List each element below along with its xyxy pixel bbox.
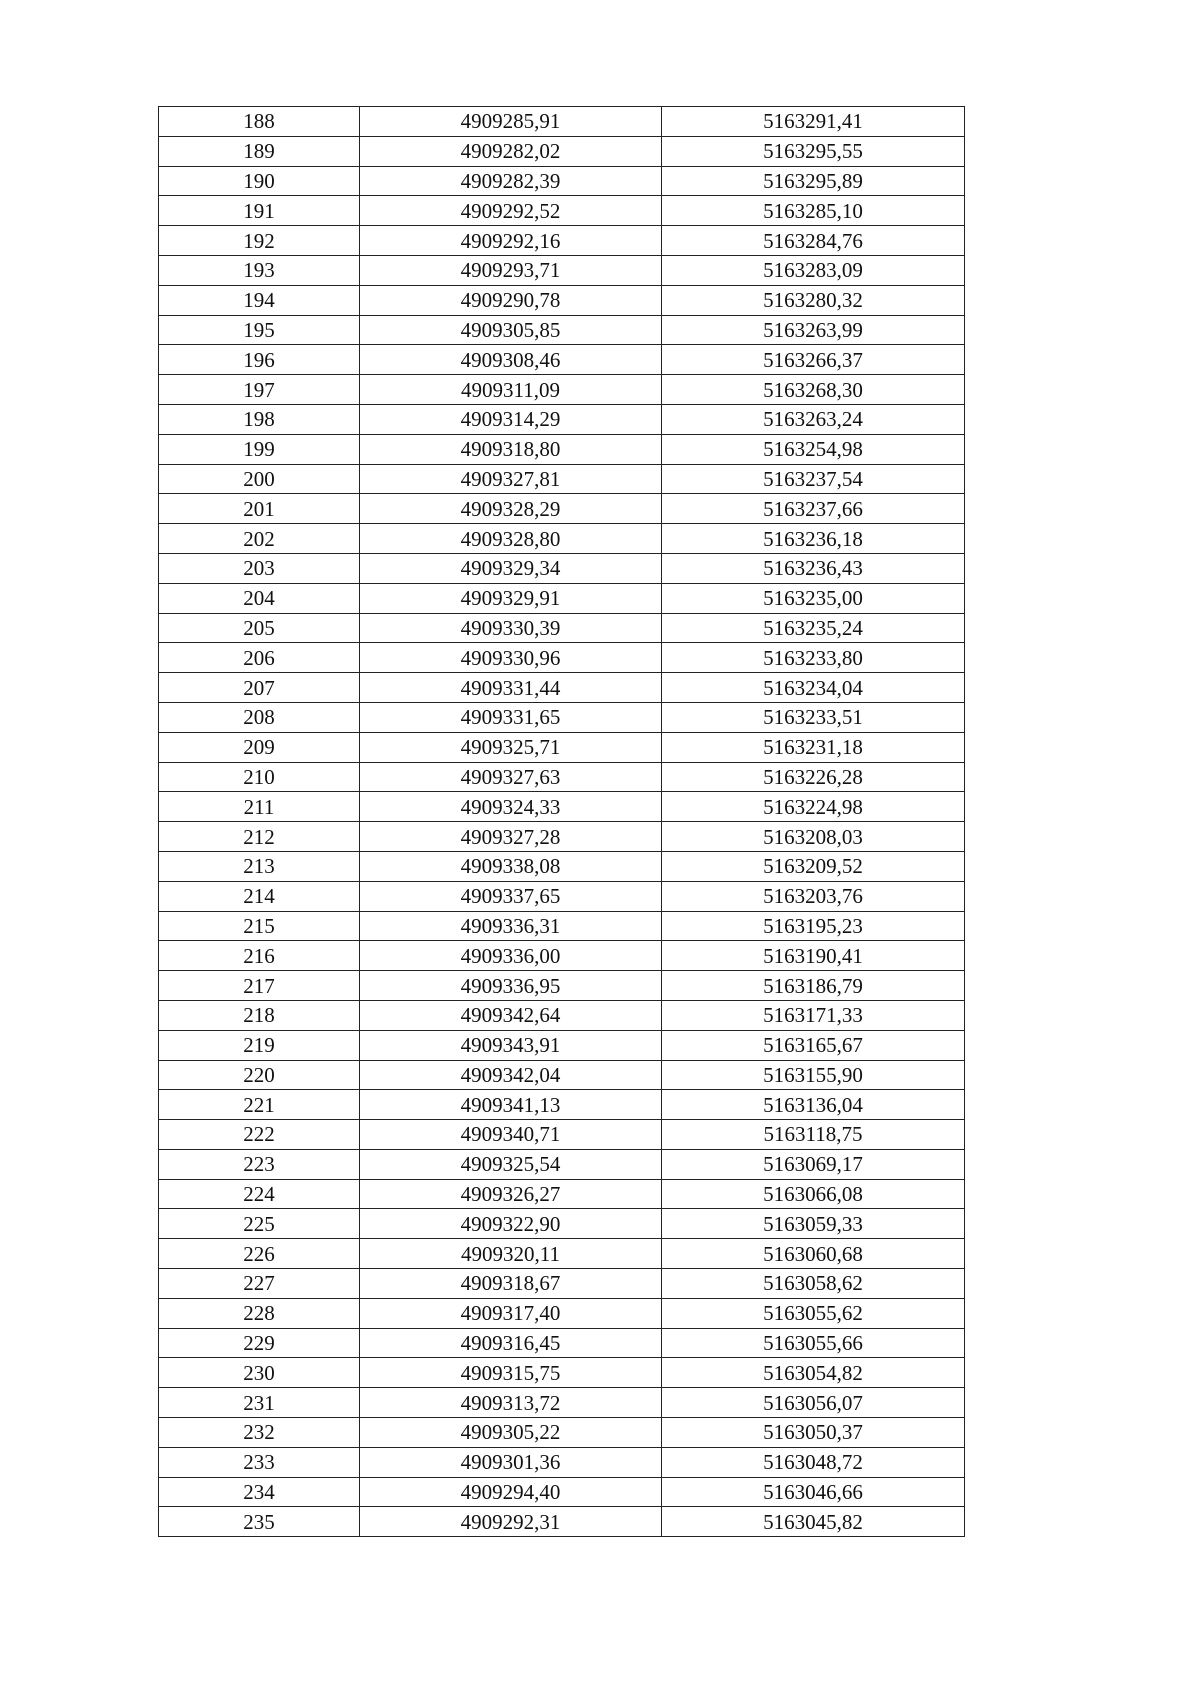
point-number-cell: 230 xyxy=(159,1358,360,1388)
x-coordinate-cell: 4909320,11 xyxy=(360,1239,662,1269)
x-coordinate-cell: 4909331,44 xyxy=(360,673,662,703)
x-coordinate-cell: 4909336,00 xyxy=(360,941,662,971)
x-coordinate-cell: 4909325,54 xyxy=(360,1149,662,1179)
x-coordinate-cell: 4909336,31 xyxy=(360,911,662,941)
point-number-cell: 197 xyxy=(159,375,360,405)
x-coordinate-cell: 4909329,91 xyxy=(360,583,662,613)
y-coordinate-cell: 5163234,04 xyxy=(662,673,965,703)
y-coordinate-cell: 5163118,75 xyxy=(662,1120,965,1150)
x-coordinate-cell: 4909340,71 xyxy=(360,1120,662,1150)
y-coordinate-cell: 5163280,32 xyxy=(662,285,965,315)
x-coordinate-cell: 4909305,22 xyxy=(360,1418,662,1448)
table-row xyxy=(159,792,965,822)
x-coordinate-cell: 4909342,64 xyxy=(360,1000,662,1030)
x-coordinate-cell: 4909316,45 xyxy=(360,1328,662,1358)
x-coordinate-cell: 4909282,39 xyxy=(360,166,662,196)
point-number-cell: 208 xyxy=(159,702,360,732)
table-row xyxy=(159,404,965,434)
table-row xyxy=(159,315,965,345)
point-number-cell: 196 xyxy=(159,345,360,375)
coordinates-table-body xyxy=(159,107,965,1537)
y-coordinate-cell: 5163058,62 xyxy=(662,1269,965,1299)
x-coordinate-cell: 4909328,29 xyxy=(360,494,662,524)
point-number-cell: 213 xyxy=(159,851,360,881)
y-coordinate-cell: 5163203,76 xyxy=(662,881,965,911)
point-number-cell: 194 xyxy=(159,285,360,315)
x-coordinate-cell: 4909318,67 xyxy=(360,1269,662,1299)
y-coordinate-cell: 5163237,54 xyxy=(662,464,965,494)
y-coordinate-cell: 5163209,52 xyxy=(662,851,965,881)
y-coordinate-cell: 5163186,79 xyxy=(662,971,965,1001)
table-row xyxy=(159,196,965,226)
point-number-cell: 191 xyxy=(159,196,360,226)
table-row xyxy=(159,822,965,852)
table-row xyxy=(159,107,965,137)
table-row xyxy=(159,1209,965,1239)
table-row xyxy=(159,673,965,703)
y-coordinate-cell: 5163190,41 xyxy=(662,941,965,971)
table-row xyxy=(159,1120,965,1150)
table-row xyxy=(159,1179,965,1209)
table-row xyxy=(159,1149,965,1179)
x-coordinate-cell: 4909282,02 xyxy=(360,136,662,166)
table-row xyxy=(159,1030,965,1060)
point-number-cell: 225 xyxy=(159,1209,360,1239)
y-coordinate-cell: 5163235,00 xyxy=(662,583,965,613)
table-row xyxy=(159,851,965,881)
point-number-cell: 204 xyxy=(159,583,360,613)
coordinates-table xyxy=(158,106,965,1537)
point-number-cell: 205 xyxy=(159,613,360,643)
point-number-cell: 188 xyxy=(159,107,360,137)
table-row xyxy=(159,702,965,732)
x-coordinate-cell: 4909311,09 xyxy=(360,375,662,405)
point-number-cell: 224 xyxy=(159,1179,360,1209)
table-row xyxy=(159,1477,965,1507)
x-coordinate-cell: 4909290,78 xyxy=(360,285,662,315)
table-row xyxy=(159,1000,965,1030)
point-number-cell: 192 xyxy=(159,226,360,256)
point-number-cell: 234 xyxy=(159,1477,360,1507)
x-coordinate-cell: 4909342,04 xyxy=(360,1060,662,1090)
x-coordinate-cell: 4909292,31 xyxy=(360,1507,662,1537)
point-number-cell: 201 xyxy=(159,494,360,524)
x-coordinate-cell: 4909337,65 xyxy=(360,881,662,911)
x-coordinate-cell: 4909322,90 xyxy=(360,1209,662,1239)
x-coordinate-cell: 4909318,80 xyxy=(360,434,662,464)
y-coordinate-cell: 5163268,30 xyxy=(662,375,965,405)
y-coordinate-cell: 5163050,37 xyxy=(662,1418,965,1448)
x-coordinate-cell: 4909326,27 xyxy=(360,1179,662,1209)
x-coordinate-cell: 4909330,39 xyxy=(360,613,662,643)
table-row xyxy=(159,1447,965,1477)
table-row xyxy=(159,1269,965,1299)
y-coordinate-cell: 5163284,76 xyxy=(662,226,965,256)
y-coordinate-cell: 5163291,41 xyxy=(662,107,965,137)
table-row xyxy=(159,464,965,494)
point-number-cell: 210 xyxy=(159,762,360,792)
point-number-cell: 215 xyxy=(159,911,360,941)
y-coordinate-cell: 5163059,33 xyxy=(662,1209,965,1239)
y-coordinate-cell: 5163045,82 xyxy=(662,1507,965,1537)
x-coordinate-cell: 4909327,63 xyxy=(360,762,662,792)
x-coordinate-cell: 4909285,91 xyxy=(360,107,662,137)
point-number-cell: 206 xyxy=(159,643,360,673)
table-row xyxy=(159,643,965,673)
x-coordinate-cell: 4909327,81 xyxy=(360,464,662,494)
y-coordinate-cell: 5163231,18 xyxy=(662,732,965,762)
y-coordinate-cell: 5163254,98 xyxy=(662,434,965,464)
x-coordinate-cell: 4909294,40 xyxy=(360,1477,662,1507)
table-row xyxy=(159,1328,965,1358)
table-row xyxy=(159,1060,965,1090)
point-number-cell: 229 xyxy=(159,1328,360,1358)
table-row xyxy=(159,166,965,196)
point-number-cell: 223 xyxy=(159,1149,360,1179)
table-row xyxy=(159,1090,965,1120)
x-coordinate-cell: 4909293,71 xyxy=(360,255,662,285)
point-number-cell: 221 xyxy=(159,1090,360,1120)
table-row xyxy=(159,911,965,941)
y-coordinate-cell: 5163136,04 xyxy=(662,1090,965,1120)
table-row xyxy=(159,1388,965,1418)
y-coordinate-cell: 5163055,66 xyxy=(662,1328,965,1358)
y-coordinate-cell: 5163263,99 xyxy=(662,315,965,345)
y-coordinate-cell: 5163171,33 xyxy=(662,1000,965,1030)
table-row xyxy=(159,1507,965,1537)
point-number-cell: 212 xyxy=(159,822,360,852)
y-coordinate-cell: 5163226,28 xyxy=(662,762,965,792)
y-coordinate-cell: 5163055,62 xyxy=(662,1298,965,1328)
y-coordinate-cell: 5163046,66 xyxy=(662,1477,965,1507)
point-number-cell: 200 xyxy=(159,464,360,494)
table-row xyxy=(159,732,965,762)
table-row xyxy=(159,524,965,554)
y-coordinate-cell: 5163233,51 xyxy=(662,702,965,732)
y-coordinate-cell: 5163237,66 xyxy=(662,494,965,524)
table-row xyxy=(159,1358,965,1388)
y-coordinate-cell: 5163285,10 xyxy=(662,196,965,226)
table-row xyxy=(159,285,965,315)
y-coordinate-cell: 5163195,23 xyxy=(662,911,965,941)
table-row xyxy=(159,226,965,256)
table-row xyxy=(159,583,965,613)
point-number-cell: 226 xyxy=(159,1239,360,1269)
y-coordinate-cell: 5163266,37 xyxy=(662,345,965,375)
point-number-cell: 219 xyxy=(159,1030,360,1060)
x-coordinate-cell: 4909324,33 xyxy=(360,792,662,822)
y-coordinate-cell: 5163155,90 xyxy=(662,1060,965,1090)
y-coordinate-cell: 5163048,72 xyxy=(662,1447,965,1477)
y-coordinate-cell: 5163295,89 xyxy=(662,166,965,196)
table-row xyxy=(159,881,965,911)
table-row xyxy=(159,434,965,464)
table-row xyxy=(159,1239,965,1269)
point-number-cell: 231 xyxy=(159,1388,360,1418)
x-coordinate-cell: 4909317,40 xyxy=(360,1298,662,1328)
table-row xyxy=(159,494,965,524)
table-row xyxy=(159,136,965,166)
x-coordinate-cell: 4909327,28 xyxy=(360,822,662,852)
point-number-cell: 214 xyxy=(159,881,360,911)
x-coordinate-cell: 4909292,52 xyxy=(360,196,662,226)
point-number-cell: 209 xyxy=(159,732,360,762)
point-number-cell: 232 xyxy=(159,1418,360,1448)
y-coordinate-cell: 5163069,17 xyxy=(662,1149,965,1179)
x-coordinate-cell: 4909325,71 xyxy=(360,732,662,762)
point-number-cell: 217 xyxy=(159,971,360,1001)
point-number-cell: 216 xyxy=(159,941,360,971)
y-coordinate-cell: 5163224,98 xyxy=(662,792,965,822)
x-coordinate-cell: 4909301,36 xyxy=(360,1447,662,1477)
table-row xyxy=(159,941,965,971)
x-coordinate-cell: 4909343,91 xyxy=(360,1030,662,1060)
point-number-cell: 233 xyxy=(159,1447,360,1477)
table-row xyxy=(159,1418,965,1448)
y-coordinate-cell: 5163263,24 xyxy=(662,404,965,434)
y-coordinate-cell: 5163236,18 xyxy=(662,524,965,554)
x-coordinate-cell: 4909341,13 xyxy=(360,1090,662,1120)
point-number-cell: 193 xyxy=(159,255,360,285)
point-number-cell: 199 xyxy=(159,434,360,464)
table-row xyxy=(159,255,965,285)
x-coordinate-cell: 4909331,65 xyxy=(360,702,662,732)
x-coordinate-cell: 4909336,95 xyxy=(360,971,662,1001)
table-row xyxy=(159,345,965,375)
y-coordinate-cell: 5163054,82 xyxy=(662,1358,965,1388)
table-row xyxy=(159,971,965,1001)
point-number-cell: 202 xyxy=(159,524,360,554)
y-coordinate-cell: 5163295,55 xyxy=(662,136,965,166)
point-number-cell: 218 xyxy=(159,1000,360,1030)
table-row xyxy=(159,553,965,583)
x-coordinate-cell: 4909305,85 xyxy=(360,315,662,345)
point-number-cell: 189 xyxy=(159,136,360,166)
table-row xyxy=(159,1298,965,1328)
point-number-cell: 228 xyxy=(159,1298,360,1328)
y-coordinate-cell: 5163208,03 xyxy=(662,822,965,852)
x-coordinate-cell: 4909328,80 xyxy=(360,524,662,554)
point-number-cell: 195 xyxy=(159,315,360,345)
table-row xyxy=(159,613,965,643)
x-coordinate-cell: 4909292,16 xyxy=(360,226,662,256)
x-coordinate-cell: 4909315,75 xyxy=(360,1358,662,1388)
point-number-cell: 222 xyxy=(159,1120,360,1150)
x-coordinate-cell: 4909308,46 xyxy=(360,345,662,375)
x-coordinate-cell: 4909338,08 xyxy=(360,851,662,881)
y-coordinate-cell: 5163066,08 xyxy=(662,1179,965,1209)
point-number-cell: 190 xyxy=(159,166,360,196)
point-number-cell: 220 xyxy=(159,1060,360,1090)
y-coordinate-cell: 5163056,07 xyxy=(662,1388,965,1418)
table-row xyxy=(159,762,965,792)
point-number-cell: 198 xyxy=(159,404,360,434)
y-coordinate-cell: 5163236,43 xyxy=(662,553,965,583)
table-row xyxy=(159,375,965,405)
y-coordinate-cell: 5163165,67 xyxy=(662,1030,965,1060)
point-number-cell: 227 xyxy=(159,1269,360,1299)
point-number-cell: 207 xyxy=(159,673,360,703)
y-coordinate-cell: 5163235,24 xyxy=(662,613,965,643)
x-coordinate-cell: 4909313,72 xyxy=(360,1388,662,1418)
point-number-cell: 235 xyxy=(159,1507,360,1537)
y-coordinate-cell: 5163283,09 xyxy=(662,255,965,285)
x-coordinate-cell: 4909329,34 xyxy=(360,553,662,583)
x-coordinate-cell: 4909314,29 xyxy=(360,404,662,434)
point-number-cell: 203 xyxy=(159,553,360,583)
point-number-cell: 211 xyxy=(159,792,360,822)
y-coordinate-cell: 5163060,68 xyxy=(662,1239,965,1269)
x-coordinate-cell: 4909330,96 xyxy=(360,643,662,673)
y-coordinate-cell: 5163233,80 xyxy=(662,643,965,673)
